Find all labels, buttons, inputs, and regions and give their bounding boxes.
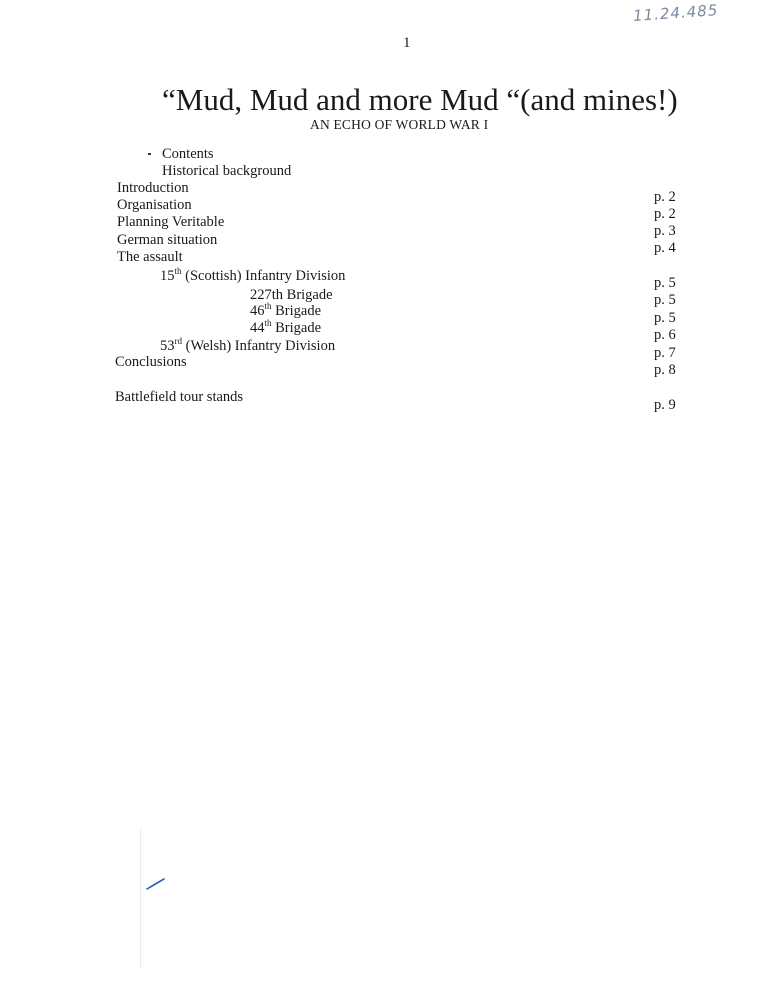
page-ref: p. 4 [654,240,676,256]
toc-organisation: Organisation [117,197,192,213]
toc-46th-brigade: 46th Brigade [250,301,322,319]
page-ref: p. 5 [654,275,676,291]
toc-the-assault: The assault [117,249,183,265]
page-ref: p. 2 [654,189,676,205]
page-ref: p. 5 [654,292,676,308]
page-ref: p. 5 [654,310,676,326]
toc-227th-brigade: 227th Brigade [250,287,333,303]
stray-mark [148,153,151,155]
page-ref: p. 2 [654,206,676,222]
page-ref: p. 6 [654,327,676,343]
toc-53rd-welsh-division: 53rd (Welsh) Infantry Division [160,336,336,354]
page-ref: p. 9 [654,397,676,413]
page-ref: p. 8 [654,362,676,378]
handwritten-reference: 11.24.485 [632,1,719,25]
scan-margin-line [140,828,141,968]
document-title: “Mud, Mud and more Mud “(and mines!) [162,82,678,117]
page-ref: p. 3 [654,223,676,239]
toc-44th-brigade: 44th Brigade [250,318,322,336]
toc-historical-background: Historical background [162,163,292,179]
contents-heading: Contents [162,146,214,162]
toc-planning-veritable: Planning Veritable [117,214,225,230]
page-number: 1 [403,35,411,51]
toc-conclusions: Conclusions [115,354,187,370]
toc-introduction: Introduction [117,180,189,196]
toc-battlefield-tour-stands: Battlefield tour stands [115,389,244,405]
toc-15th-scottish-division: 15th (Scottish) Infantry Division [160,266,346,284]
toc-german-situation: German situation [117,232,218,248]
pen-mark [145,876,167,892]
page-ref: p. 7 [654,345,676,361]
document-subtitle: AN ECHO OF WORLD WAR I [310,117,489,132]
